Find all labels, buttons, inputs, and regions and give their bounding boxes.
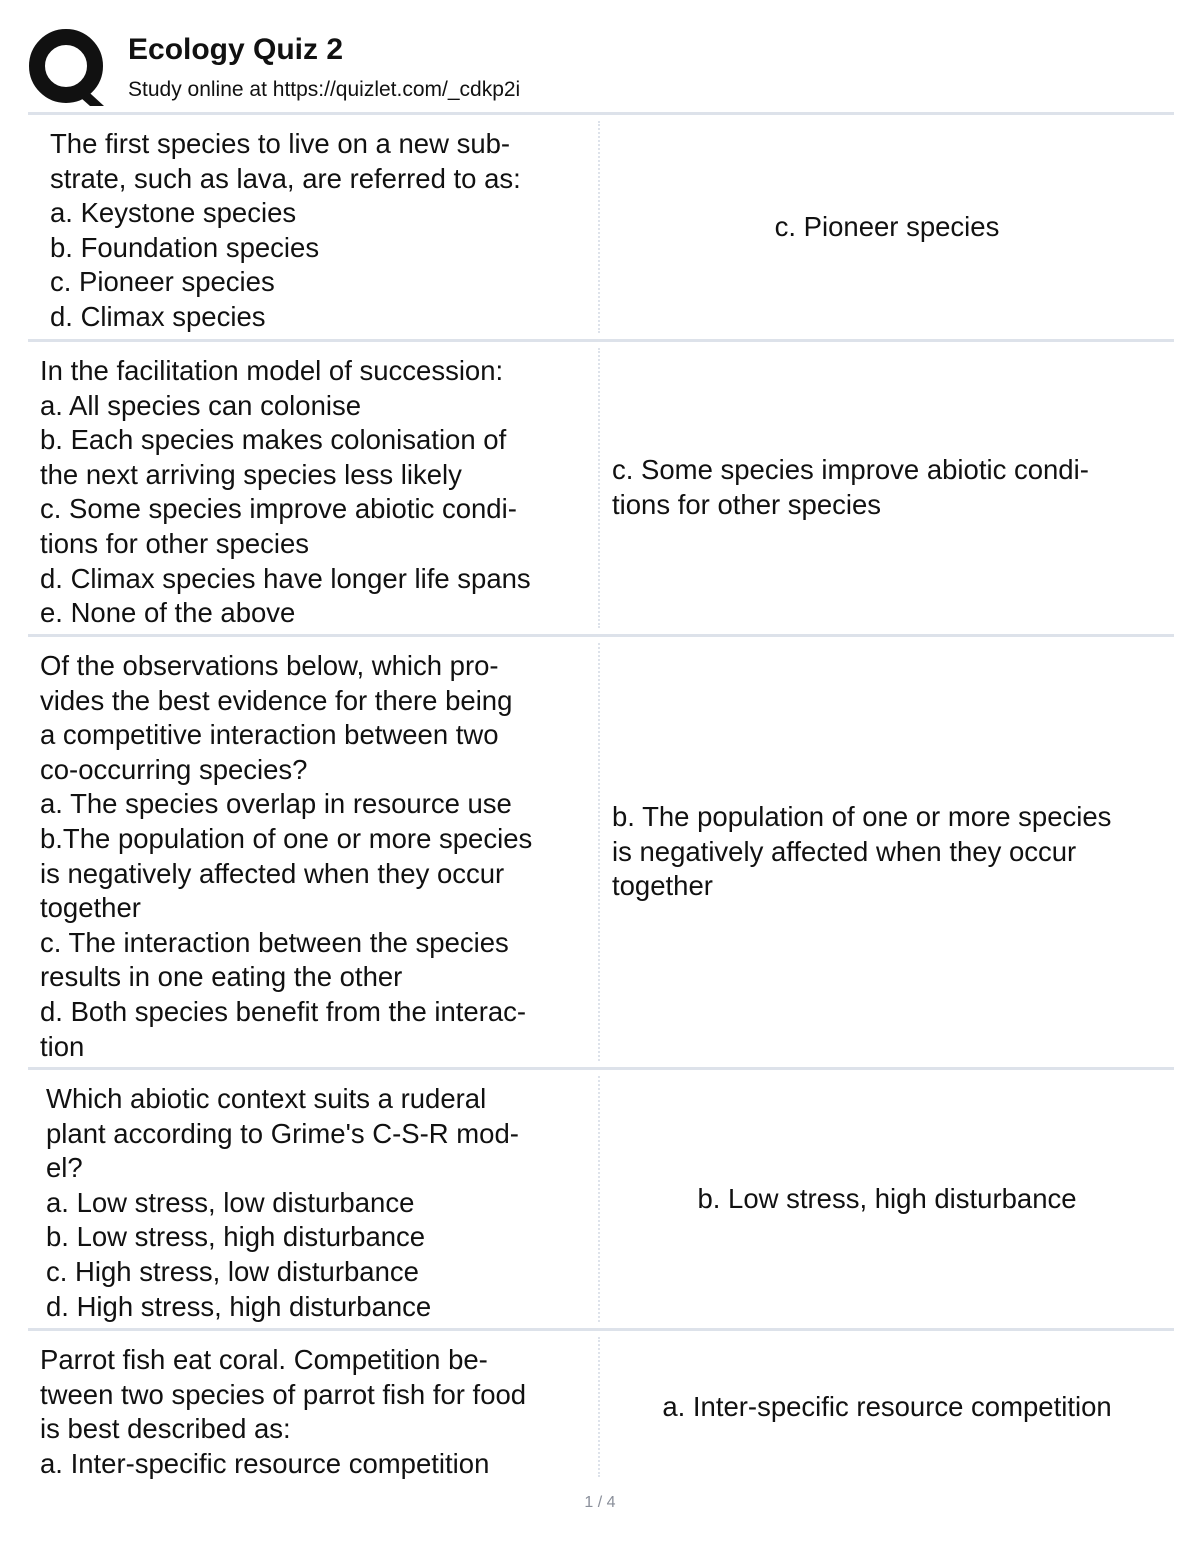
- flashcard: [28, 1067, 1174, 1328]
- flashcard: [28, 634, 1174, 1067]
- card-definition: c. Pioneer species: [774, 210, 1000, 242]
- flashcard: [28, 1328, 1174, 1483]
- card-definition: a. Inter-specific resource competition: [662, 1390, 1112, 1422]
- card-definition: b. Low stress, high disturbance: [697, 1182, 1077, 1214]
- card-definition: b. The population of one or more species is negatively affected when they occur together: [612, 801, 1112, 902]
- card-definition: c. Some species improve abiotic condi- tions for other species: [612, 454, 1089, 520]
- page-header: [28, 28, 1178, 110]
- page-title: Ecology Quiz 2: [128, 33, 344, 66]
- card-term: Parrot fish eat coral. Competition be- tween two species of parrot fish for food is best described as: a. Inter-specific resource competition: [28, 1337, 600, 1477]
- card-term: The first species to live on a new sub- strate, such as lava, are referred to as: a. Keystone species b. Foundation species c. Pioneer species d. Climax species: [28, 121, 600, 333]
- study-link[interactable]: Study online at https://quizlet.com/_cdkp2i: [128, 78, 521, 101]
- flashcard-list: [28, 112, 1174, 1483]
- page-number: 1 / 4: [584, 1494, 616, 1511]
- card-term: In the facilitation model of succession: a. All species can colonise b. Each species makes colonisation of the next arriving species less likely c. Some species improve abiotic condi- tions for other species d. Climax species have longer life spans e. None of the above: [28, 348, 600, 628]
- card-term: Of the observations below, which pro- vides the best evidence for there being a competitive interaction between two co-occurring species? a. The species overlap in resource use b.The population of one or more species is negatively affected when they occur together c. The interaction between the species results in one eating the other d. Both species benefit from the interac- tion: [28, 643, 600, 1061]
- flashcard: [28, 112, 1174, 339]
- quizlet-logo-icon: [28, 28, 108, 108]
- flashcard: [28, 339, 1174, 634]
- card-term: Which abiotic context suits a ruderal plant according to Grime's C-S-R mod- el? a. Low stress, low disturbance b. Low stress, high disturbance c. High stress, low disturbance d. High stress, high disturbance: [28, 1076, 600, 1322]
